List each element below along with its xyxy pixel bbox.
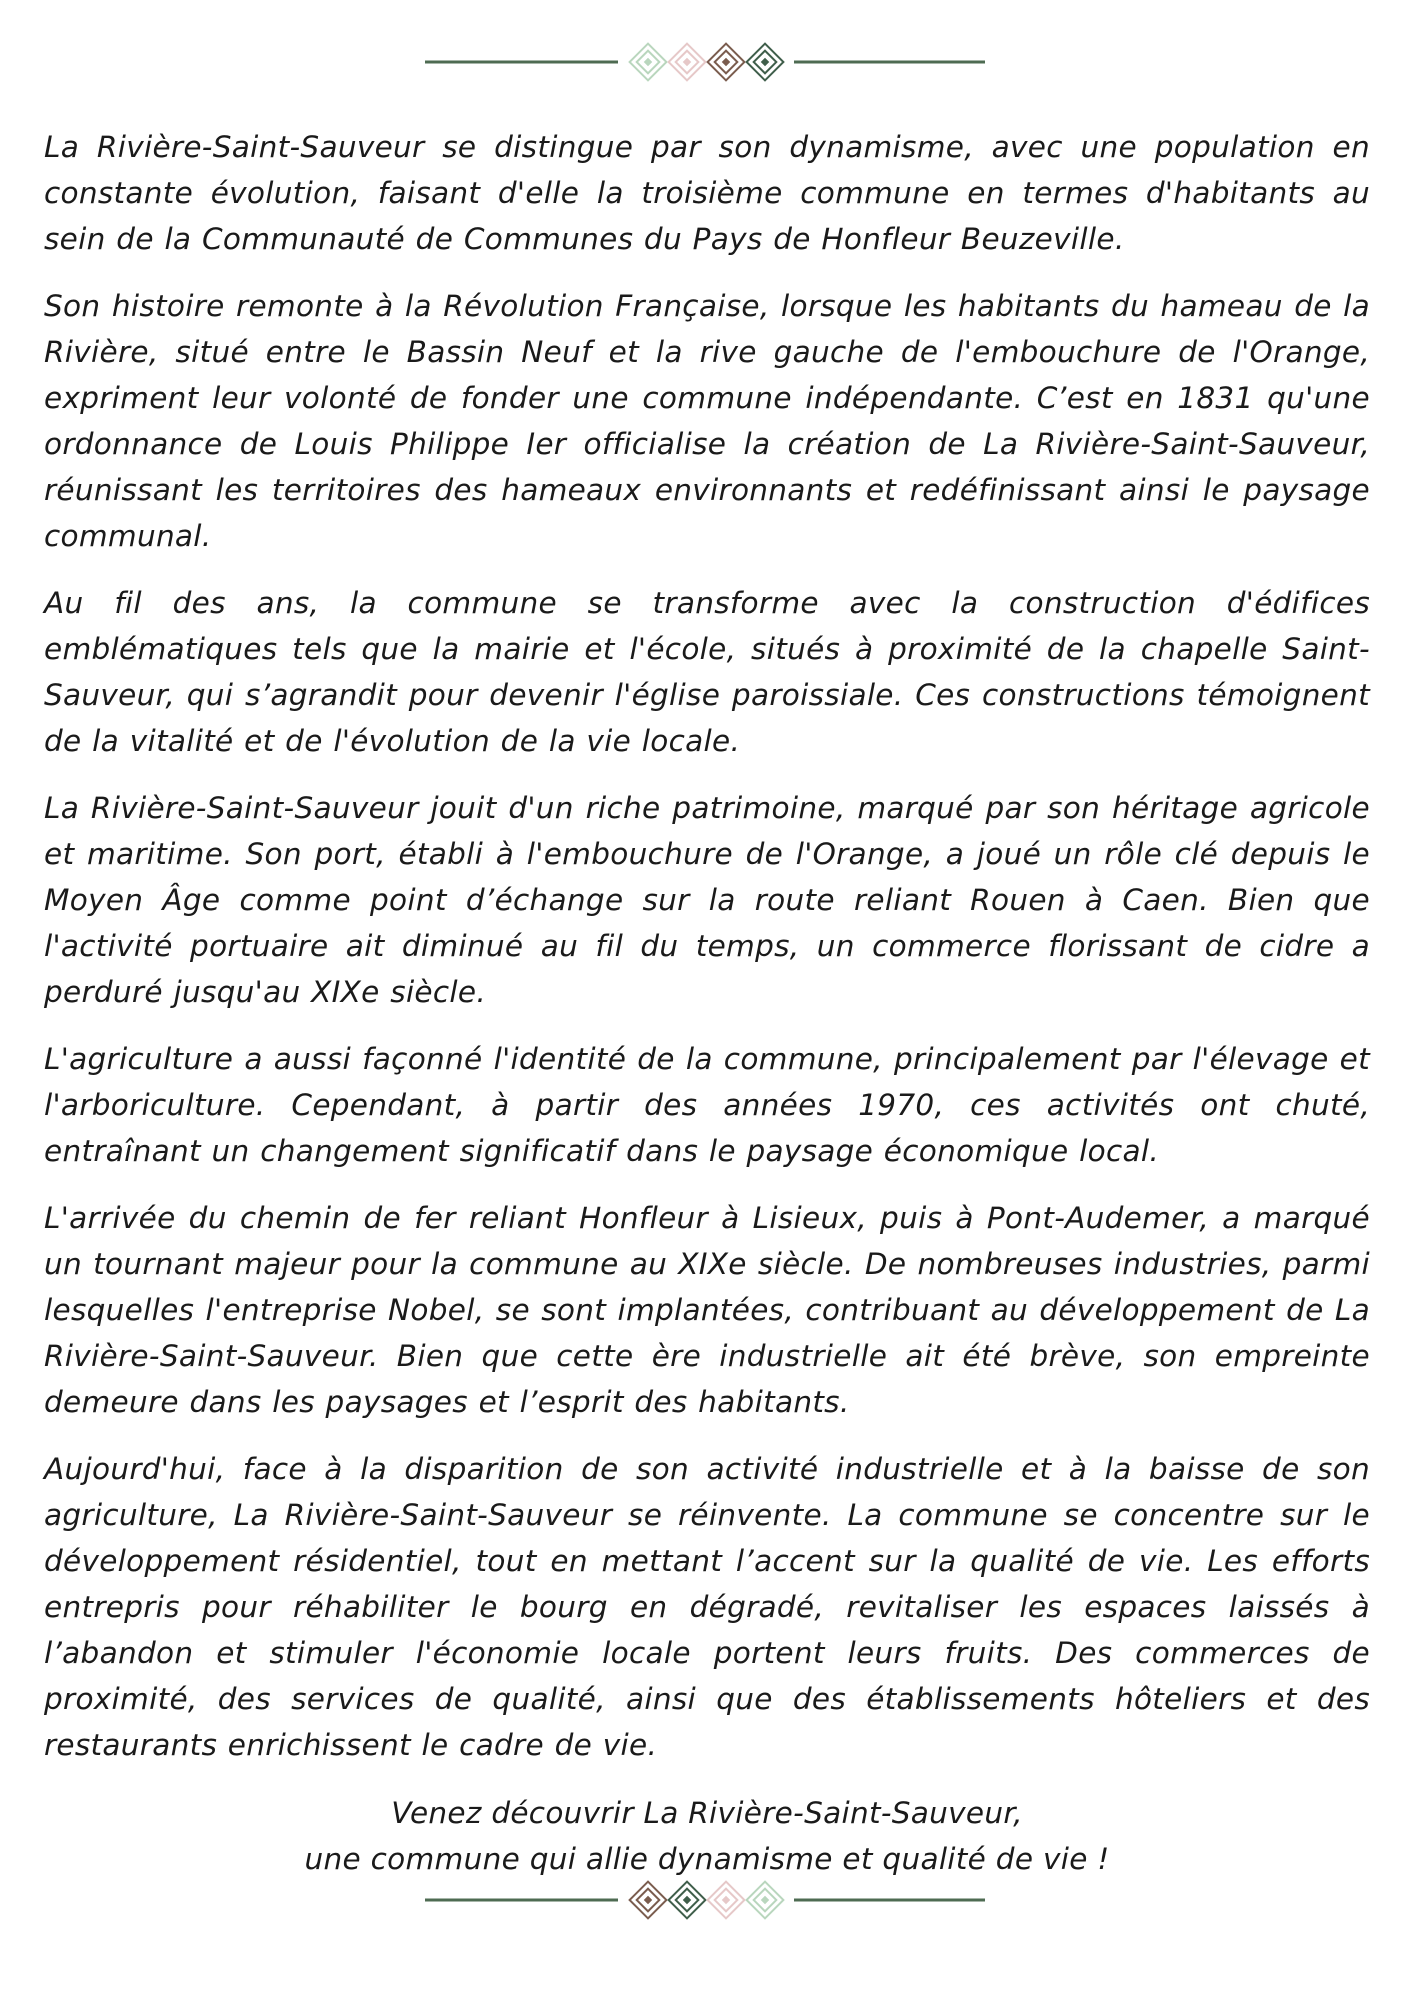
bottom-ornament bbox=[0, 1880, 1414, 1920]
paragraph-history: Son histoire remonte à la Révolution Française, lorsque les habitants du hameau de la Rivière, situé entre le Bassin Neuf et la rive gauche de l'embouchure de l'Orange, expriment leur volonté de fonder une commune indépendante. C’est en 1831 qu'une ordonnance de Louis Philippe Ier officialise la création de La Rivière-Saint-Sauveur, réunissant les territoires des hameaux environnants et redéfinissant ainsi le paysage communal. bbox=[44, 289, 1370, 553]
paragraph-railway: L'arrivée du chemin de fer reliant Honfleur à Lisieux, puis à Pont-Audemer, a marqué un tournant majeur pour la commune au XIXe siècle. De nombreuses industries, parmi lesquelles l'entreprise Nobel, se sont implantées, contribuant au développement de La Rivière-Saint-Sauveur. Bien que cette ère industrielle ait été brève, son empreinte demeure dans les paysages et l’esprit des habitants. bbox=[44, 1201, 1370, 1419]
paragraph-heritage: La Rivière-Saint-Sauveur jouit d'un riche patrimoine, marqué par son héritage agricole et maritime. Son port, établi à l'embouchure de l'Orange, a joué un rôle clé depuis le Moyen Âge comme point d’échange sur la route reliant Rouen à Caen. Bien que l'activité portuaire ait diminué au fil du temps, un commerce florissant de cidre a perduré jusqu'au XIXe siècle. bbox=[44, 791, 1370, 1009]
closing-line-1: Venez découvrir La Rivière-Saint-Sauveur, bbox=[391, 1796, 1023, 1830]
paragraph-agriculture: L'agriculture a aussi façonné l'identité de la commune, principalement par l'élevage et l'arboriculture. Cependant, à partir des années 1970, ces activités ont chuté, entraînant un changement significatif dans le paysage économique local. bbox=[44, 1042, 1370, 1168]
diamond-ornament-icon bbox=[0, 1880, 1414, 1920]
top-ornament bbox=[0, 42, 1414, 82]
diamond-ornament-icon bbox=[0, 42, 1414, 82]
paragraph-intro: La Rivière-Saint-Sauveur se distingue par son dynamisme, avec une population en constante évolution, faisant d'elle la troisième commune en termes d'habitants au sein de la Communauté de Communes du Pays de Honfleur Beuzeville. bbox=[44, 130, 1370, 256]
closing-statement bbox=[44, 1790, 1370, 1882]
paragraph-today: Aujourd'hui, face à la disparition de son activité industrielle et à la baisse de son agriculture, La Rivière-Saint-Sauveur se réinvente. La commune se concentre sur le développement résidentiel, tout en mettant l’accent sur la qualité de vie. Les efforts entrepris pour réhabiliter le bourg en dégradé, revitaliser les espaces laissés à l’abandon et stimuler l'économie locale portent leurs fruits. Des commerces de proximité, des services de qualité, ainsi que des établissements hôteliers et des restaurants enrichissent le cadre de vie. bbox=[44, 1452, 1370, 1762]
paragraph-buildings: Au fil des ans, la commune se transforme avec la construction d'édifices emblématiques tels que la mairie et l'école, situés à proximité de la chapelle Saint-Sauveur, qui s’agrandit pour devenir l'église paroissiale. Ces constructions témoignent de la vitalité et de l'évolution de la vie locale. bbox=[44, 586, 1370, 758]
closing-line-2: une commune qui allie dynamisme et qualité de vie ! bbox=[304, 1842, 1110, 1876]
body-text bbox=[44, 124, 1370, 1789]
